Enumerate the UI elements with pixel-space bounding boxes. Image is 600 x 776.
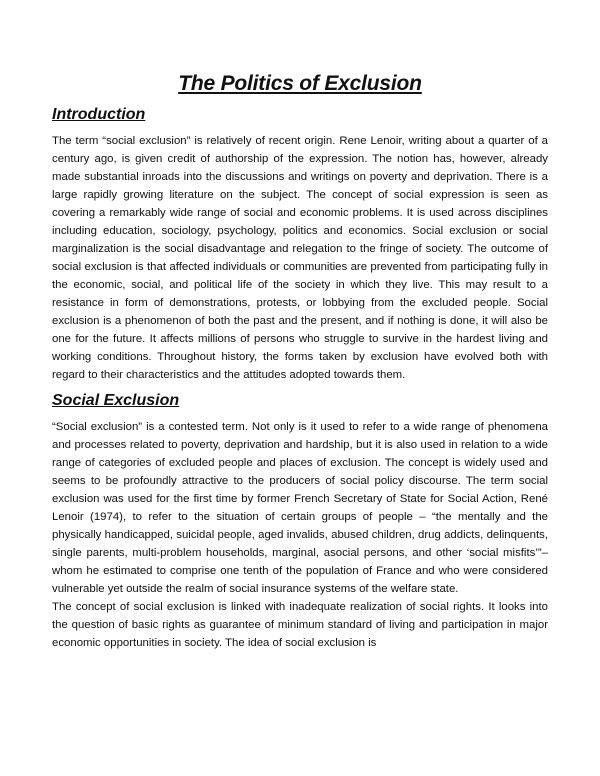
document-title: The Politics of Exclusion bbox=[178, 72, 422, 95]
paragraph-introduction-1: The term “social exclusion” is relatively of recent origin. Rene Lenoir, writing about a quarter of a century ago, is given credit of authorship of the expression. The notion has, however, already made substantial inroads into the discussions and writings on poverty and deprivation. There is a large rapidly growing literature on the subject. The concept of social expression is seen as covering a remarkably wide range of social and economic problems. It is used across disciplines including education, sociology, psychology, politics and economics. Social exclusion or social marginalization is the social disadvantage and relegation to the fringe of society. The outcome of social exclusion is that affected individuals or communities are prevented from participating fully in the economic, social, and political life of the society in which they live. This may result to a resistance in form of demonstrations, protests, or lobbying from the excluded people. Social exclusion is a phenomenon of both the past and the present, and if nothing is done, it will also be one for the future. It affects millions of persons who struggle to survive in the hardest living and working conditions. Throughout history, the forms taken by exclusion have evolved both with regard to their characteristics and the attitudes adopted towards them. bbox=[52, 135, 548, 381]
section-introduction bbox=[52, 106, 548, 384]
paragraph-social-exclusion-1: “Social exclusion” is a contested term. Not only is it used to refer to a wide range of phenomena and processes related to poverty, deprivation and hardship, but it is also used in relation to a wide range of categories of excluded people and places of exclusion. The concept is widely used and seems to be profoundly attractive to the producers of social policy discourse. The term social exclusion was used for the first time by former French Secretary of State for Social Action, René Lenoir (1974), to refer to the situation of certain groups of people – “the mentally and the physically handicapped, suicidal people, aged invalids, abused children, drug addicts, delinquents, single parents, multi-problem households, marginal, asocial persons, and other ‘social misfits’”– whom he estimated to comprise one tenth of the population of France and who were considered vulnerable yet outside the realm of social insurance systems of the welfare state. bbox=[52, 421, 548, 595]
paragraph-social-exclusion-2: The concept of social exclusion is linked with inadequate realization of social rights. It looks into the question of basic rights as guarantee of minimum standard of living and participation in major economic opportunities in society. The idea of social exclusion is bbox=[52, 601, 548, 649]
section-heading-social-exclusion: Social Exclusion bbox=[52, 392, 180, 409]
section-heading-introduction: Introduction bbox=[52, 106, 146, 123]
section-social-exclusion bbox=[52, 392, 548, 652]
